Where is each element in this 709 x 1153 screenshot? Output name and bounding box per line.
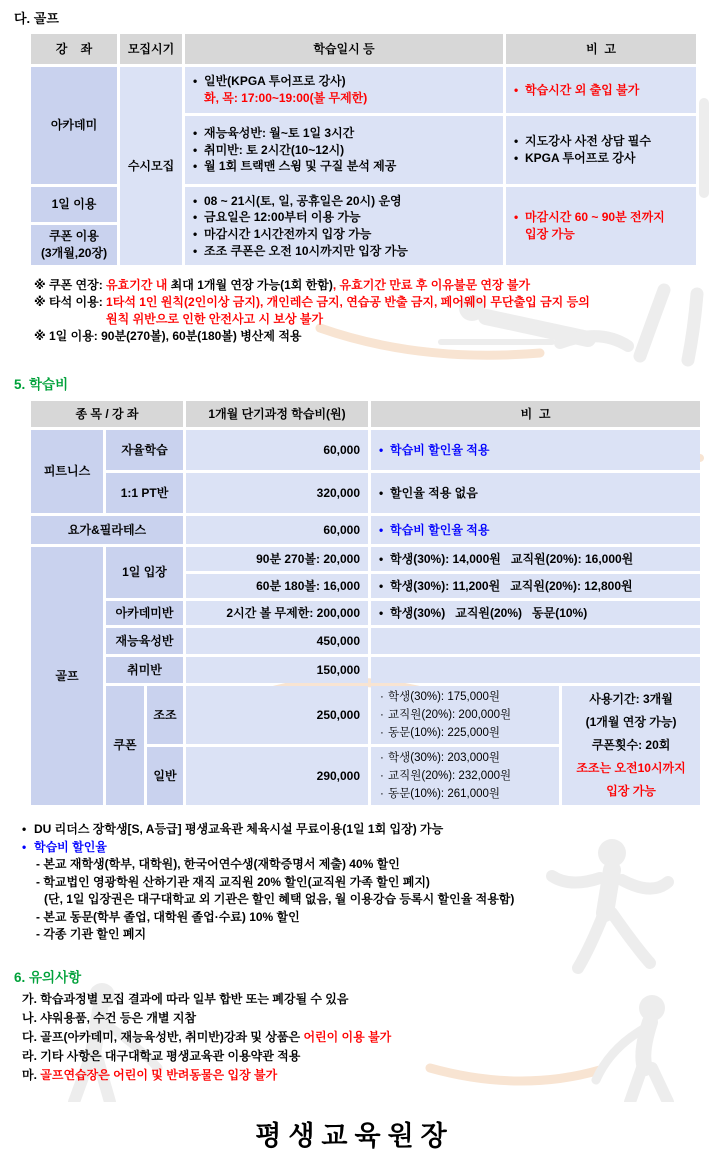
section-heading-notices: 6. 유의사항 [14,969,82,985]
coupon-usage-cell: 사용기간: 3개월 (1개월 연장 가능) 쿠폰횟수: 20회 조조는 오전10시까지 입장 가능 [562,686,700,805]
remark-cell: • 학습비 할인율 적용 [371,516,700,544]
notice-c: 다. 골프(아카데미, 재능육성반, 취미반)강좌 및 상품은 어린이 이용 불가 [22,1029,392,1044]
note-tee-usage: ※ 타석 이용: 1타석 1인 원칙(2인이상 금지), 개인레슨 금지, 연습공 반출 금지, 페어웨이 무단출입 금지 등의 원칙 위반으로 인한 안전사고 시 보상 불가 [34,295,590,326]
header-schedule: 학습일시 등 [185,34,503,64]
fee-value: 60,000 [186,516,368,544]
discount-item: - 본교 동문(학부 졸업, 대학원 졸업·수료) 10% 할인 [36,909,300,924]
course-hobby-class-cell: 취미반 [106,657,183,683]
table-row [31,516,700,544]
item-fitness-cell: 피트니스 [31,430,103,513]
discount-item-sub: (단, 1일 입장권은 대구대학교 외 기관은 할인 혜택 없음, 월 이용강습 등록시 할인율 적용함) [44,892,515,906]
header-monthly-fee: 1개월 단기과정 학습비(원) [186,401,368,427]
note-coupon-extension: ※ 쿠폰 연장: 유효기간 내 최대 1개월 연장 가능(1회 한함), 유효기간 만료 후 이유불문 연장 불가 [34,278,531,292]
notice-a: 가. 학습과정별 모집 결과에 따라 일부 합반 또는 폐강될 수 있음 [22,991,349,1006]
table-header-row [31,34,696,64]
recruit-cell: 수시모집 [120,67,182,265]
table-row [31,686,700,744]
academy-general-remark-cell: • 학습시간 외 출입 불가 [506,67,696,113]
table-row [31,430,700,470]
golf-schedule-table [28,31,699,268]
table-row [31,473,700,513]
remark-cell: • 할인율 적용 없음 [371,473,700,513]
course-talent-class-cell: 재능육성반 [106,628,183,654]
course-daily-cell: 1일 이용 [31,187,117,222]
notice-d: 라. 기타 사항은 대구대학교 평생교육관 이용약관 적용 [22,1048,301,1063]
empty-remark-cell [371,628,700,654]
course-general-cell: 일반 [147,747,183,805]
table-header-row [31,401,700,427]
academy-class-remark-cell: • 지도강사 사전 상담 필수 • KPGA 투어프로 강사 [506,116,696,184]
fee-table [28,398,703,808]
header-remarks: 비 고 [371,401,700,427]
table-row [31,657,700,683]
morning-discount-cell: · 학생(30%): 175,000원 · 교직원(20%): 200,000원 · 동문(10%): 225,000원 [371,686,559,744]
fee-value: 450,000 [186,628,368,654]
fee-value: 250,000 [186,686,368,744]
golf-notes [34,277,709,345]
remark-cell: • 학생(30%): 11,200원 교직원(20%): 12,800원 [371,574,700,598]
note-daily-usage: ※ 1일 이용: 90분(270볼), 60분(180볼) 병산제 적용 [34,329,302,343]
header-recruit-period: 모집시기 [120,34,182,64]
course-daily-entry-cell: 1일 입장 [106,547,183,598]
fee-value: 60,000 [186,430,368,470]
course-academy-cell: 아카데미 [31,67,117,184]
course-pt-cell: 1:1 PT반 [106,473,183,513]
course-coupon-cell: 쿠폰 [106,686,144,805]
table-row [31,601,700,625]
course-coupon-cell: 쿠폰 이용 (3개월,20장) [31,225,117,265]
director-signature: 평생교육원장 [255,1120,454,1151]
document-content [0,8,709,1153]
fee-value: 2시간 볼 무제한: 200,000 [186,601,368,625]
fee-value: 320,000 [186,473,368,513]
academy-general-schedule-cell: • 일반(KPGA 투어프로 강사) 화, 목: 17:00~19:00(볼 무제한) [185,67,503,113]
item-yoga-cell: 요가&필라테스 [31,516,183,544]
section-heading-fees: 5. 학습비 [14,377,69,392]
notice-e: 마. 골프연습장은 어린이 및 반려동물은 입장 불가 [22,1067,278,1082]
course-self-study-cell: 자율학습 [106,430,183,470]
fee-value: 60분 180볼: 16,000 [186,574,368,598]
fee-value: 290,000 [186,747,368,805]
table-row [31,628,700,654]
fee-value: 150,000 [186,657,368,683]
remark-cell: • 학생(30%) 교직원(20%) 동문(10%) [371,601,700,625]
discount-item: - 본교 재학생(학부, 대학원), 한국어연수생(재학증명서 제출) 40% 할인 [36,857,400,871]
general-discount-cell: · 학생(30%): 203,000원 · 교직원(20%): 232,000원 · 동문(10%): 261,000원 [371,747,559,805]
discount-item: - 각종 기관 할인 폐지 [36,927,147,941]
academy-class-schedule-cell: • 재능육성반: 월~토 1일 3시간 • 취미반: 토 2시간(10~12시) • 월 1회 트랙맨 스윙 및 구질 분석 제공 [185,116,503,184]
header-remarks: 비 고 [506,34,696,64]
notices-list [22,990,709,1084]
course-academy-class-cell: 아카데미반 [106,601,183,625]
empty-remark-cell [371,657,700,683]
fee-value: 90분 270볼: 20,000 [186,547,368,571]
discount-info [22,821,709,944]
course-morning-cell: 조조 [147,686,183,744]
notice-b: 나. 샤워용품, 수건 등은 개별 지참 [22,1010,197,1025]
remark-cell: • 학생(30%): 14,000원 교직원(20%): 16,000원 [371,547,700,571]
usage-schedule-cell: • 08 ~ 21시(토, 일, 공휴일은 20시) 운영 • 금요일은 12:00부터 이용 가능 • 마감시간 1시간전까지 입장 가능 • 조조 쿠폰은 오전 10시까지만 입장 가능 [185,187,503,265]
usage-remark-cell: • 마감시간 60 ~ 90분 전까지 입장 가능 [506,187,696,265]
table-row [31,67,696,113]
remark-cell: • 학습비 할인율 적용 [371,430,700,470]
discount-item: - 학교법인 영광학원 산하기관 재직 교직원 20% 할인(교직원 가족 할인 폐지) [36,874,430,889]
item-golf-cell: 골프 [31,547,103,805]
page-title: 다. 골프 [14,11,59,26]
document-page [0,8,709,1151]
header-course: 강 좌 [31,34,117,64]
header-item-course: 종 목 / 강 좌 [31,401,183,427]
discount-title: • 학습비 할인율 [22,839,709,857]
du-scholar-line: • DU 리더스 장학생[S, A등급] 평생교육관 체육시설 무료이용(1일 1회 입장) 가능 [22,821,709,839]
table-row [31,547,700,571]
